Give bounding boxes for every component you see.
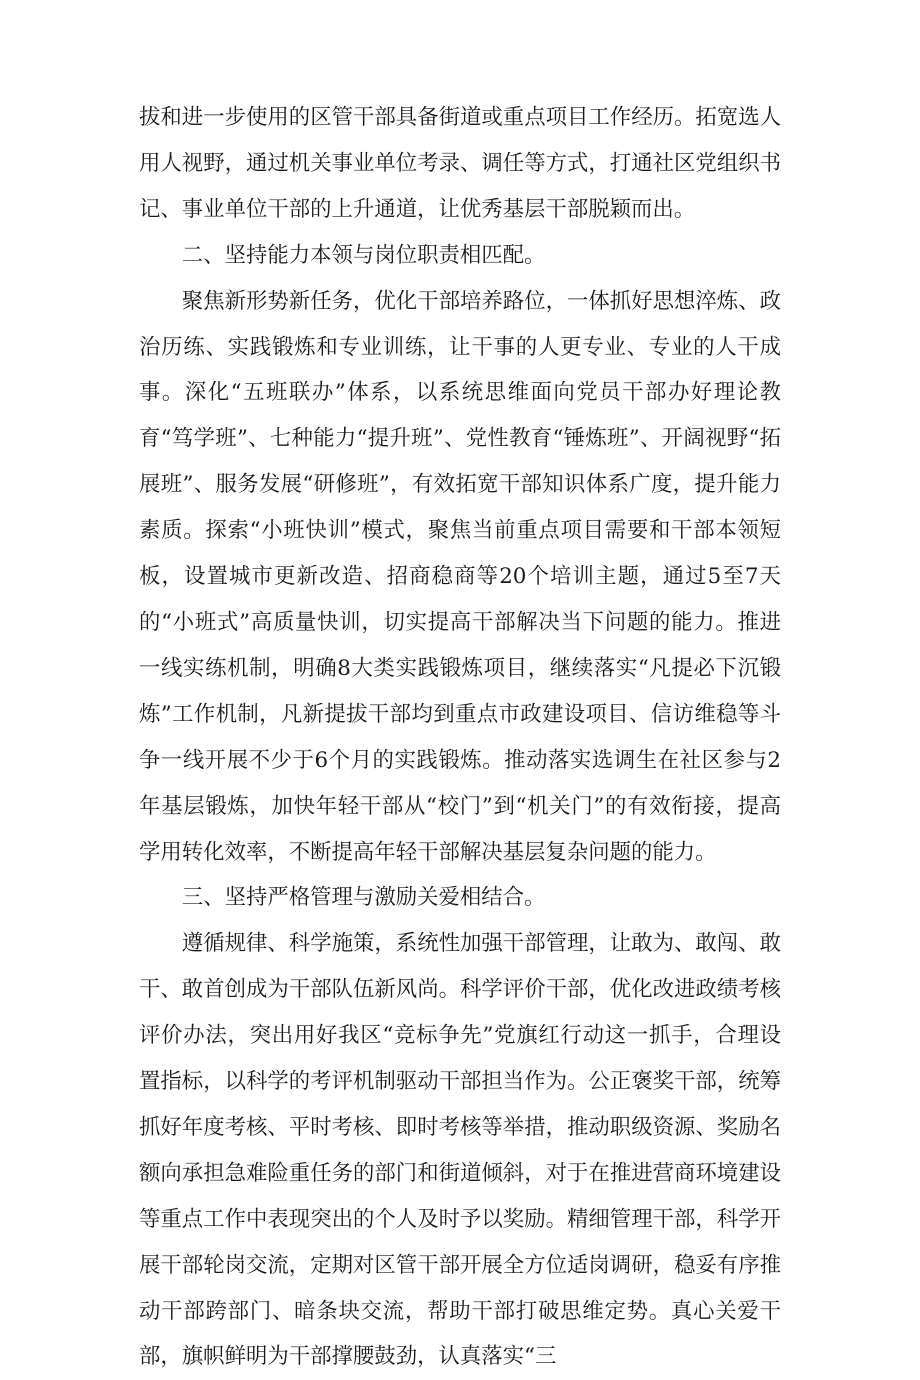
paragraph-capability: 聚焦新形势新任务，优化干部培养路位，一体抓好思想淬炼、政治历练、实践锻炼和专业训练，让干事的人更专业、专业的人干成事。深化“五班联办”体系，以系统思维面向党员干部办好理论教育“笃学班”、七种能力“提升班”、党性教育“锤炼班”、开阔视野“拓展班”、服务发展“研修班”，有效拓宽干部知识体系广度，提升能力素质。探索“小班快训”模式，聚焦当前重点项目需要和干部本领短板，设置城市更新改造、招商稳商等20个培训主题，通过5至7天的“小班式”高质量快训，切实提高干部解决当下问题的能力。推进一线实练机制，明确8大类实践锻炼项目，继续落实“凡提必下沉锻炼”工作机制，凡新提拔干部均到重点市政建设项目、信访维稳等斗争一线开展不少于6个月的实践锻炼。推动落实选调生在社区参与2年基层锻炼，加快年轻干部从“校门”到“机关门”的有效衔接，提高学用转化效率，不断提高年轻干部解决基层复杂问题的能力。: [139, 288, 781, 865]
section-heading-three: 三、坚持严格管理与激励关爱相结合。: [181, 885, 546, 911]
document-body: [139, 95, 781, 1380]
paragraph-management: 遵循规律、科学施策，系统性加强干部管理，让敢为、敢闯、敢干、敢首创成为干部队伍新风尚。科学评价干部，优化改进政绩考核评价办法，突出用好我区“竞标争先”党旗红行动这一抓手，合理设置指标，以科学的考评机制驱动干部担当作为。公正褒奖干部，统筹抓好年度考核、平时考核、即时考核等举措，推动职级资源、奖励名额向承担急难险重任务的部门和街道倾斜，对于在推进营商环境建设等重点工作中表现突出的个人及时予以奖励。精细管理干部，科学开展干部轮岗交流，定期对区管干部开展全方位适岗调研，稳妥有序推动干部跨部门、暗条块交流，帮助干部打破思维定势。真心关爱干部，旗帜鲜明为干部撑腰鼓劲，认真落实“三: [139, 931, 781, 1370]
paragraph-continuation: 拔和进一步使用的区管干部具备街道或重点项目工作经历。拓宽选人用人视野，通过机关事业单位考录、调任等方式，打通社区党组织书记、事业单位干部的上升通道，让优秀基层干部脱颖而出。: [139, 105, 781, 222]
section-heading-two: 二、坚持能力本领与岗位职责相匹配。: [181, 242, 546, 268]
